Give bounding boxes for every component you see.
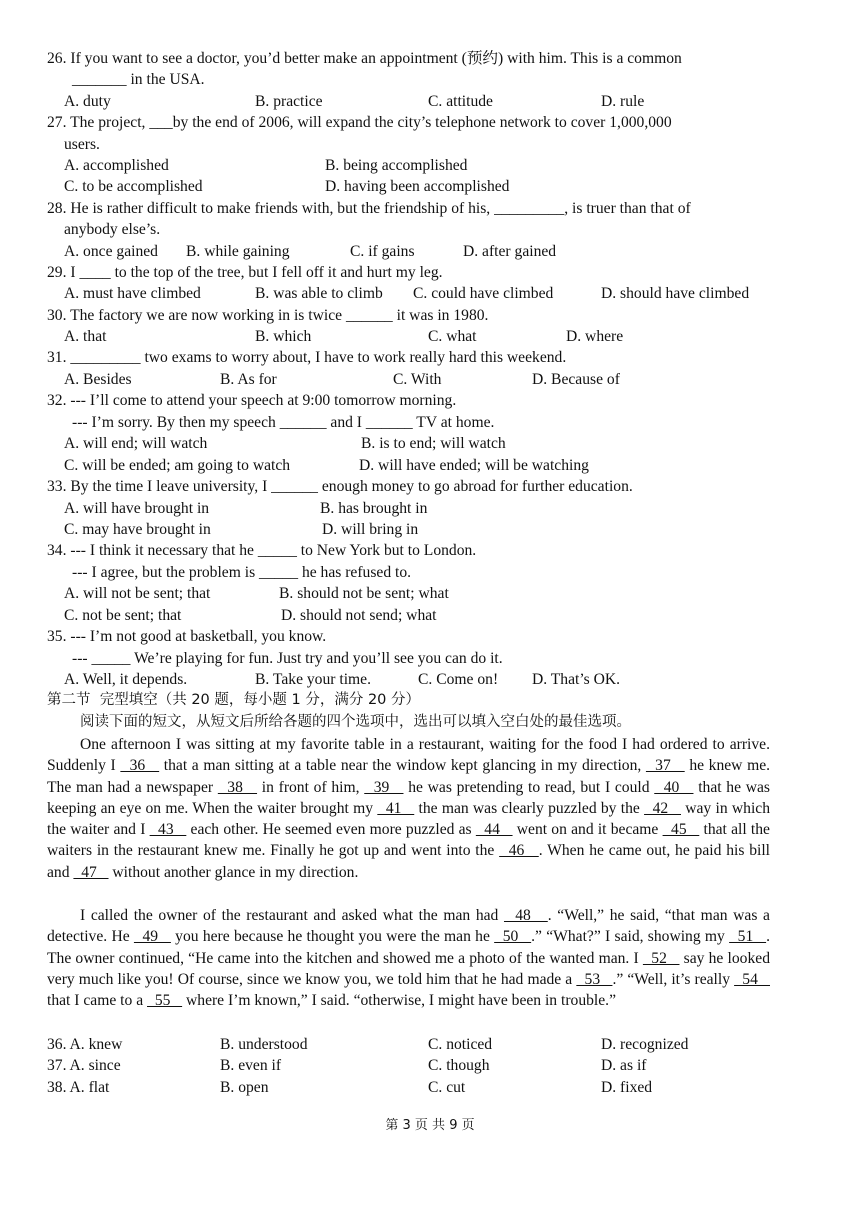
blank-49: 49 [133,928,171,946]
blank-53: 53 [576,970,613,988]
q33-stem: 33. By the time I leave university, I ______ enough money to go abroad for further education. [47,478,633,495]
q29-option-a: A. must have climbed [64,285,201,302]
q31-stem: 31. _________ two exams to worry about, I have to work really hard this weekend. [47,349,567,366]
q27-option-b: B. being accomplished [325,157,468,174]
blank-44: 44 [475,821,513,839]
passage-paragraph-2: I called the owner of the restaurant and asked what the man had 48 . “Well,” he said, “that man was a detective. He 49 you here because he thought you were the man he 50 .” “What?” I said, showing my 51 . The owner continued, “He came into the kitchen and showed me a photo of the wanted man. I 52 say he looked very much like you! Of course, since we know you, we told him that he had made a 53 .” “Well, it’s really 54 that I came to a 55 where I’m known,” I said. “otherwise, I might have been in trouble.” [47,907,770,1010]
q26-option-c: C. attitude [428,93,493,110]
blank-37: 37 [645,757,685,775]
blank-36: 36 [120,757,160,775]
q27-option-c: C. to be accomplished [64,178,203,195]
blank-41: 41 [377,799,415,817]
q32-stem: 32. --- I’ll come to attend your speech at 9:00 tomorrow morning. [47,392,457,409]
q32-option-c: C. will be ended; am going to watch [64,457,291,474]
q34-option-d: D. should not send; what [281,607,437,624]
q33-option-c: C. may have brought in [64,521,211,538]
blank-47: 47 [73,863,109,881]
q30-stem: 30. The factory we are now working in is twice ______ it was in 1980. [47,307,489,324]
q27-stem-cont: users. [64,136,100,153]
q26-stem-cont: _______ in the USA. [72,71,205,88]
q36-option-b: B. understood [220,1036,308,1053]
q28-option-a: A. once gained [64,243,158,260]
blank-39: 39 [364,778,404,796]
q37-option-c: C. though [428,1057,490,1074]
q35-stem: 35. --- I’m not good at basketball, you know. [47,628,327,645]
q30-option-b: B. which [255,328,312,345]
q32-stem-cont: --- I’m sorry. By then my speech ______ and I ______ TV at home. [72,414,495,431]
q38-option-a: 38. A. flat [47,1079,110,1096]
q34-option-b: B. should not be sent; what [279,585,449,602]
q33-option-d: D. will bring in [322,521,419,538]
q34-stem-cont: --- I agree, but the problem is _____ he has refused to. [72,564,412,581]
q38-option-b: B. open [220,1079,269,1096]
q32-option-b: B. is to end; will watch [361,435,506,452]
q35-option-d: D. That’s OK. [532,671,621,688]
q33-option-b: B. has brought in [320,500,428,517]
q29-stem: 29. I ____ to the top of the tree, but I fell off it and hurt my leg. [47,264,443,281]
blank-55: 55 [147,992,183,1010]
q37-option-a: 37. A. since [47,1057,121,1074]
q27-option-d: D. having been accomplished [325,178,510,195]
q28-option-b: B. while gaining [186,243,290,260]
q30-option-c: C. what [428,328,477,345]
q28-option-d: D. after gained [463,243,557,260]
blank-38: 38 [217,778,258,796]
q30-option-d: D. where [566,328,624,345]
q26-option-d: D. rule [601,93,645,110]
q31-option-d: D. Because of [532,371,620,388]
q27-stem: 27. The project, ___by the end of 2006, will expand the city’s telephone network to cover 1,000,000 [47,114,672,131]
q36-option-d: D. recognized [601,1036,689,1053]
section-instruction: 阅读下面的短文，从短文后所给各题的四个选项中，选出可以填入空白处的最佳选项。 [80,714,631,730]
q27-option-a: A. accomplished [64,157,169,174]
q28-stem-cont: anybody else’s. [64,221,161,238]
q29-option-b: B. was able to climb [255,285,383,302]
q37-option-b: B. even if [220,1057,282,1074]
blank-54: 54 [734,970,770,988]
q33-option-a: A. will have brought in [64,500,210,517]
q26-stem: 26. If you want to see a doctor, you’d better make an appointment (预约) with him. This is a common [47,50,682,67]
q26-option-a: A. duty [64,93,111,110]
q34-stem: 34. --- I think it necessary that he _____ to New York but to London. [47,542,477,559]
q31-option-b: B. As for [220,371,277,388]
section-title: 第二节 完型填空（共 20 题，每小题 1 分，满分 20 分） [47,692,420,708]
q38-option-c: C. cut [428,1079,466,1096]
q34-option-c: C. not be sent; that [64,607,182,624]
blank-42: 42 [644,799,681,817]
blank-43: 43 [149,821,187,839]
q30-option-a: A. that [64,328,107,345]
blank-50: 50 [494,928,532,946]
blank-48: 48 [503,907,548,924]
q29-option-d: D. should have climbed [601,285,750,302]
q38-option-d: D. fixed [601,1079,653,1096]
passage-paragraph-1: One afternoon I was sitting at my favorite table in a restaurant, waiting for the food I had ordered to arrive. Suddenly I 36 that a man sitting at a table near the window kept glancing in my direction, 37 he knew me. The man had a newspaper 38 in front of him, 39 he was pretending to read, but I could 40 that he was keeping an eye on me. When the waiter brought my 41 the man was clearly puzzled by the 42 way in which the waiter and I 43 each other. He seemed even more puzzled as 44 went on and it became 45 that all the waiters in the restaurant knew me. Finally he got up and went into the 46 . When he came out, he paid his bill and 47 without another glance in my direction. [47,736,771,881]
q31-option-c: C. With [393,371,442,388]
q34-option-a: A. will not be sent; that [64,585,211,602]
q35-option-b: B. Take your time. [255,671,371,688]
q37-option-d: D. as if [601,1057,647,1074]
q36-option-c: C. noticed [428,1036,493,1053]
blank-51: 51 [729,928,767,946]
q35-stem-cont: --- _____ We’re playing for fun. Just try and you’ll see you can do it. [72,650,503,667]
q26-option-b: B. practice [255,93,323,110]
q32-option-a: A. will end; will watch [64,435,208,452]
q28-option-c: C. if gains [350,243,415,260]
q35-option-a: A. Well, it depends. [64,671,188,688]
blank-46: 46 [499,842,539,860]
q29-option-c: C. could have climbed [413,285,554,302]
page-footer: 第 3 页 共 9 页 [385,1118,475,1133]
q35-option-c: C. Come on! [418,671,499,688]
q36-option-a: 36. A. knew [47,1036,123,1053]
q31-option-a: A. Besides [64,371,132,388]
q32-option-d: D. will have ended; will be watching [359,457,589,474]
blank-45: 45 [662,821,700,839]
q28-stem: 28. He is rather difficult to make friends with, but the friendship of his, _________, is truer than that of [47,200,691,217]
blank-52: 52 [642,949,680,967]
blank-40: 40 [654,778,694,796]
